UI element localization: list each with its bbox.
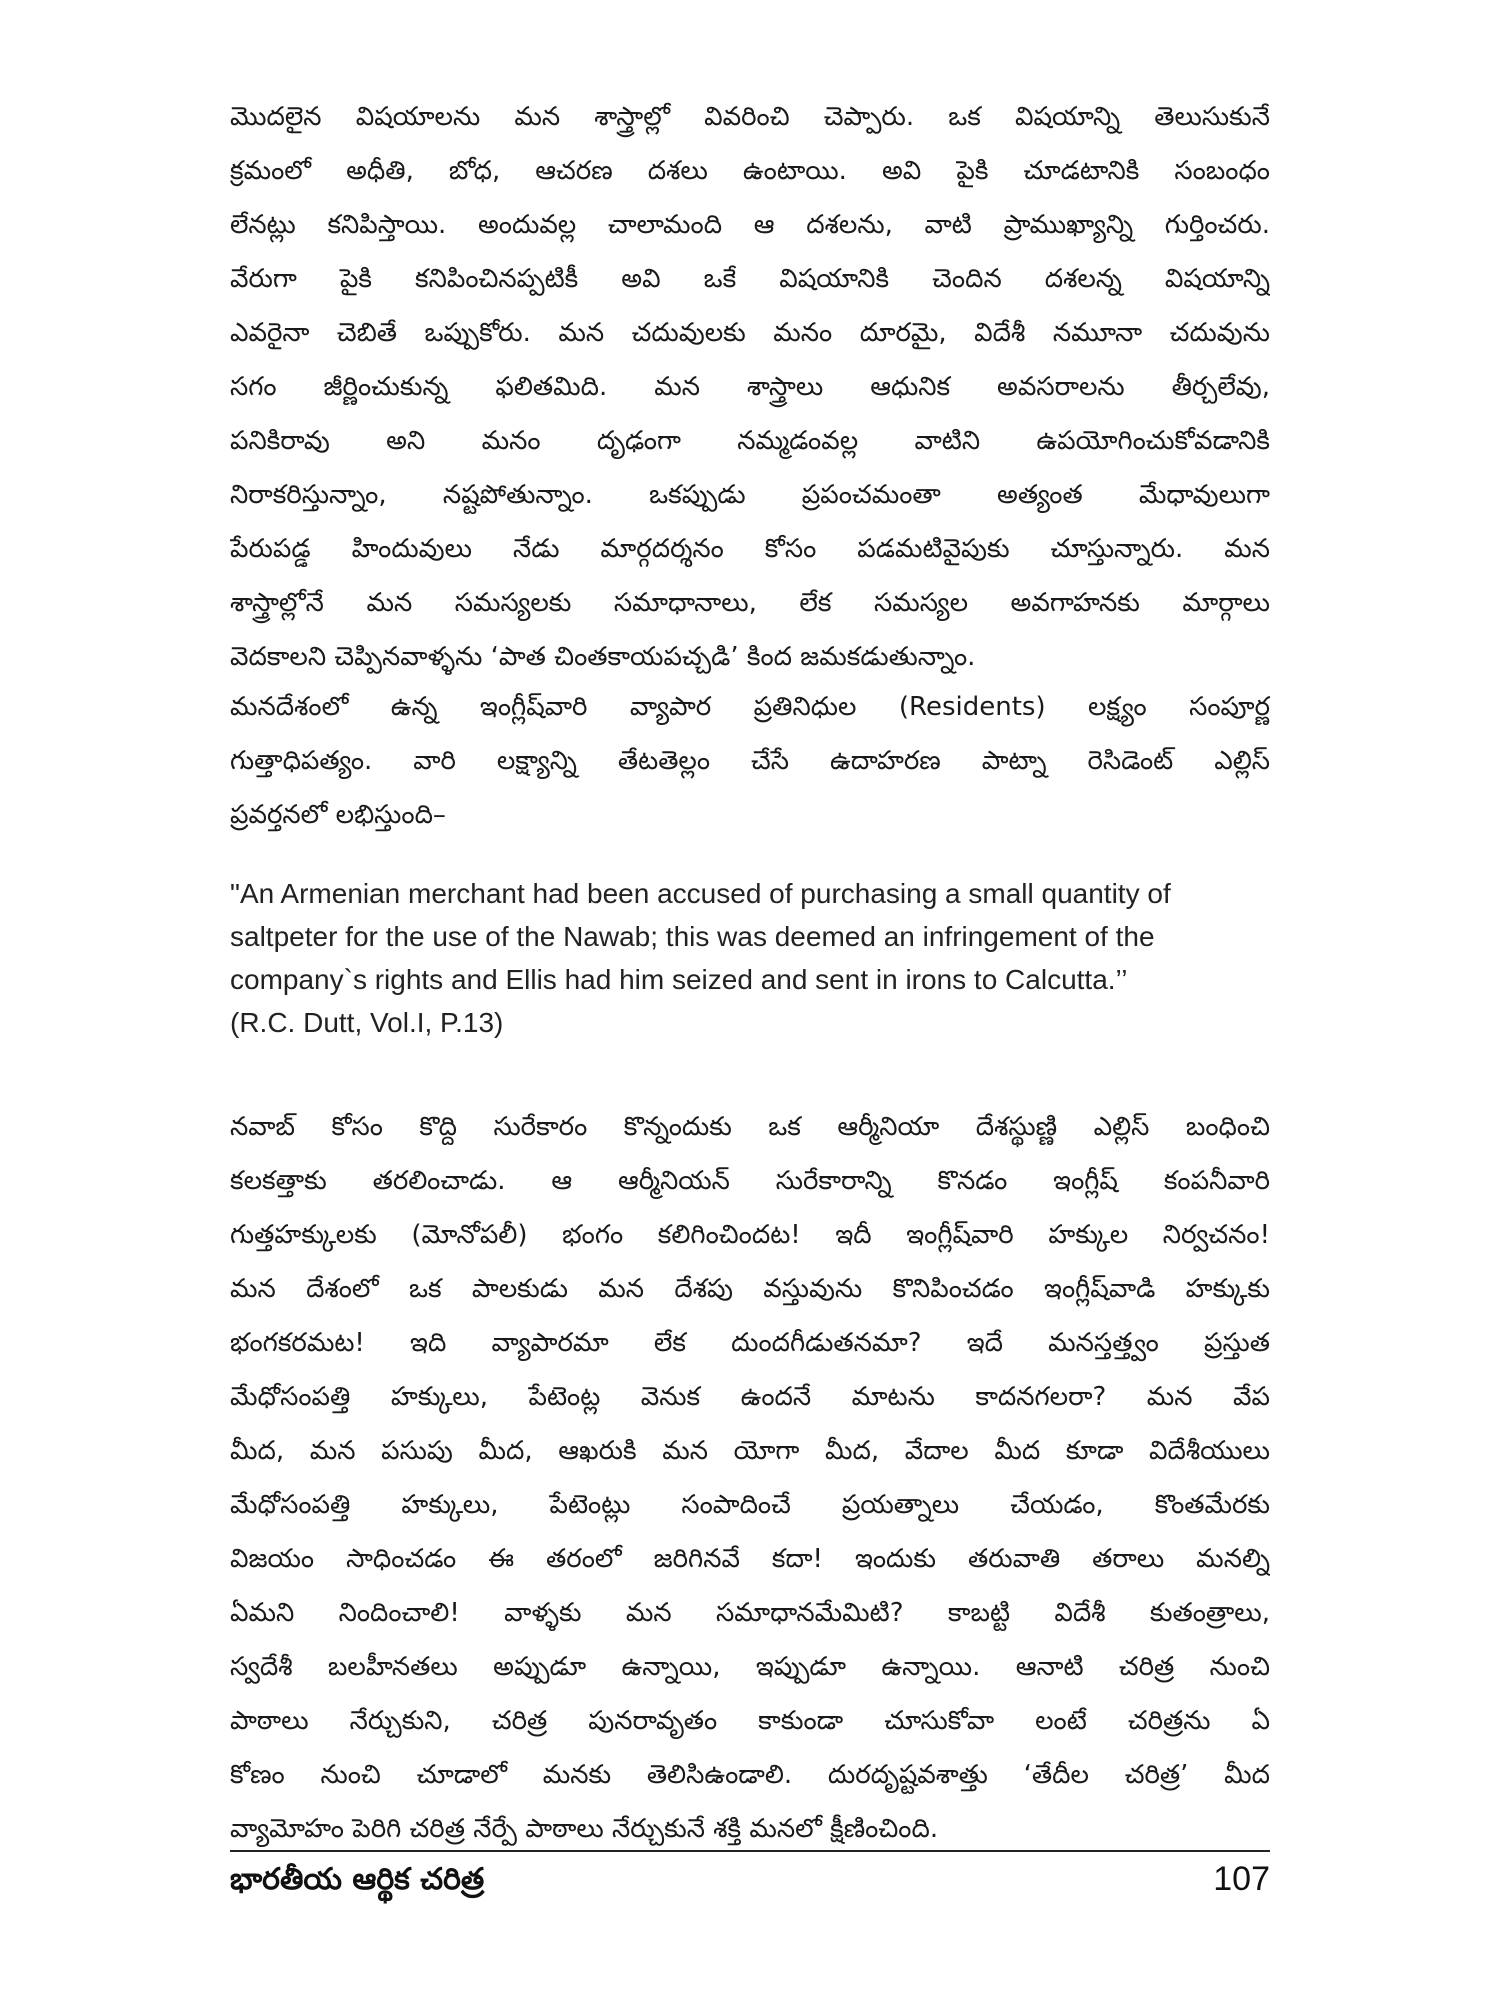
text-line: నిరాకరిస్తున్నాం, నష్టపోతున్నాం. ఒకప్పుడు ప్రపంచమంతా అత్యంత మేధావులుగా — [230, 480, 1270, 510]
english-quote — [230, 872, 1270, 1044]
text-line: నవాబ్ కోసం కొద్ది సురేకారం కొన్నందుకు ఒక ఆర్మీనియా దేశస్థుణ్ణి ఎల్లిస్ బంధించి — [230, 1112, 1270, 1142]
page-number: 107 — [1213, 1860, 1270, 1898]
text-line: సగం జీర్ణించుకున్న ఫలితమిది. మన శాస్త్రాలు ఆధునిక అవసరాలను తీర్చలేవు, — [230, 372, 1270, 402]
text-line: పనికిరావు అని మనం దృఢంగా నమ్మడంవల్ల వాటిని ఉపయోగించుకోవడానికి — [230, 426, 1270, 456]
footer-divider — [230, 1850, 1270, 1852]
text-line: భంగకరమట! ఇది వ్యాపారమా లేక దుందగీడుతనమా? ఇదే మనస్తత్త్వం ప్రస్తుత — [230, 1328, 1270, 1358]
text-line: కోణం నుంచి చూడాలో మనకు తెలిసిఉండాలి. దురదృష్టవశాత్తు ‘తేదీల చరిత్ర’ మీద — [230, 1760, 1270, 1790]
text-line: పేరుపడ్డ హిందువులు నేడు మార్గదర్శనం కోసం పడమటివైపుకు చూస్తున్నారు. మన — [230, 534, 1270, 564]
text-line: saltpeter for the use of the Nawab; this was deemed an infringement of the — [230, 921, 1155, 952]
text-line: స్వదేశీ బలహీనతలు అప్పుడూ ఉన్నాయి, ఇప్పుడూ ఉన్నాయి. ఆనాటి చరిత్ర నుంచి — [230, 1652, 1270, 1682]
text-line: వ్యామోహం పెరిగి చరిత్ర నేర్పే పాఠాలు నేర్చుకునే శక్తి మనలో క్షీణించింది. — [230, 1814, 939, 1844]
text-line: మేధోసంపత్తి హక్కులు, పేటెంట్ల వెనుక ఉందనే మాటను కాదనగలరా? మన వేప — [230, 1382, 1270, 1412]
text-line: వెదకాలని చెప్పినవాళ్ళను ‘పాత చింతకాయపచ్చడి’ కింద జమకడుతున్నాం. — [230, 642, 976, 672]
text-line: మనదేశంలో ఉన్న ఇంగ్లీష్‌వారి వ్యాపార ప్రతినిధుల (Residents) లక్ష్యం సంపూర్ణ — [230, 692, 1270, 722]
text-line: ఎవరైనా చెబితే ఒప్పుకోరు. మన చదువులకు మనం దూరమై, విదేశీ నమూనా చదువును — [230, 318, 1270, 348]
text-line: company`s rights and Ellis had him seized and sent in irons to Calcutta.’’ — [230, 964, 1128, 995]
text-line: మేధోసంపత్తి హక్కులు, పేటెంట్లు సంపాదించే ప్రయత్నాలు చేయడం, కొంతమేరకు — [230, 1490, 1270, 1520]
paragraph-2 — [230, 680, 1270, 842]
text-line: "An Armenian merchant had been accused of purchasing a small quantity of — [230, 878, 1171, 909]
text-line: మొదలైన విషయాలను మన శాస్త్రాల్లో వివరించి చెప్పారు. ఒక విషయాన్ని తెలుసుకునే — [230, 102, 1270, 132]
text-line: వేరుగా పైకి కనిపించినప్పటికీ అవి ఒకే విషయానికి చెందిన దశలన్న విషయాన్ని — [230, 264, 1270, 294]
text-line: మీద, మన పసుపు మీద, ఆఖరుకి మన యోగా మీద, వేదాల మీద కూడా విదేశీయులు — [230, 1436, 1270, 1466]
text-line: మన దేశంలో ఒక పాలకుడు మన దేశపు వస్తువును కొనిపించడం ఇంగ్లీష్‌వాడి హక్కుకు — [230, 1274, 1270, 1304]
text-line: పాఠాలు నేర్చుకుని, చరిత్ర పునరావృతం కాకుండా చూసుకోవా లంటే చరిత్రను ఏ — [230, 1706, 1270, 1736]
footer-book-title: భారతీయ ఆర్థిక చరిత్ర — [230, 1862, 485, 1897]
paragraph-1 — [230, 90, 1270, 684]
paragraph-3 — [230, 1100, 1270, 1856]
text-line: క్రమంలో అధీతి, బోధ, ఆచరణ దశలు ఉంటాయి. అవి పైకి చూడటానికి సంబంధం — [230, 156, 1270, 186]
text-line: విజయం సాధించడం ఈ తరంలో జరిగినవే కదా! ఇందుకు తరువాతి తరాలు మనల్ని — [230, 1544, 1270, 1574]
text-line: లేనట్లు కనిపిస్తాయి. అందువల్ల చాలామంది ఆ దశలను, వాటి ప్రాముఖ్యాన్ని గుర్తించరు. — [230, 210, 1270, 240]
text-line: ఏమని నిందించాలి! వాళ్ళకు మన సమాధానమేమిటి? కాబట్టి విదేశీ కుతంత్రాలు, — [230, 1598, 1270, 1628]
text-line: శాస్త్రాల్లోనే మన సమస్యలకు సమాధానాలు, లేక సమస్యల అవగాహనకు మార్గాలు — [230, 588, 1270, 618]
text-line: ప్రవర్తనలో లభిస్తుంది– — [230, 800, 446, 830]
text-line: (R.C. Dutt, Vol.I, P.13) — [230, 1007, 504, 1038]
text-line: గుత్తహక్కులకు (మోనోపలీ) భంగం కలిగించిందట! ఇదీ ఇంగ్లీష్‌వారి హక్కుల నిర్వచనం! — [230, 1220, 1270, 1250]
text-line: కలకత్తాకు తరలించాడు. ఆ ఆర్మీనియన్ సురేకారాన్ని కొనడం ఇంగ్లీష్ కంపనీవారి — [230, 1166, 1270, 1196]
text-line: గుత్తాధిపత్యం. వారి లక్ష్యాన్ని తేటతెల్లం చేసే ఉదాహరణ పాట్నా రెసిడెంట్ ఎల్లిస్ — [230, 746, 1270, 776]
